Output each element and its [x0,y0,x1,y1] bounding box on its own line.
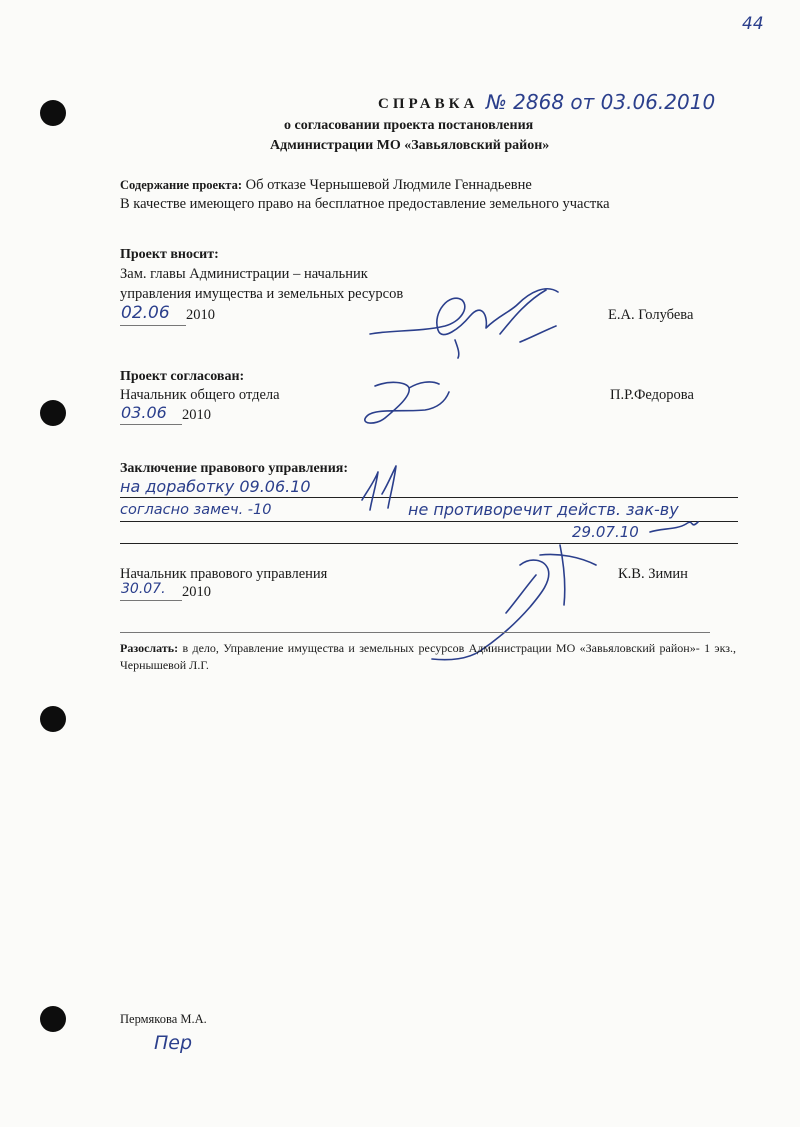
signature-fedorova [345,372,465,437]
agreed-name: П.Р.Федорова [610,387,694,403]
legal-handwritten-3: не противоречит действ. зак-ву [408,500,679,519]
legal-name: К.В. Зимин [618,566,688,582]
agreed-date-handwritten: 03.06 [121,403,167,422]
punch-hole-4 [40,1006,66,1032]
legal-date-handwritten: 30.07. [121,581,166,597]
submitted-date-handwritten: 02.06 [121,303,170,323]
signature-golubeva [350,272,580,367]
legal-handwritten-date: 29.07.10 [572,523,639,541]
submitted-year: 2010 [186,307,215,323]
distribution-label: Разослать: [120,641,179,655]
punch-hole-3 [40,706,66,732]
legal-position: Начальник правового управления [120,566,328,582]
agreed-position: Начальник общего отдела [120,387,280,403]
legal-handwritten-2: согласно замеч. -10 [120,502,272,518]
executor-initials-handwritten: Пер [154,1032,193,1054]
legal-year: 2010 [182,584,211,600]
agreed-year: 2010 [182,407,211,423]
content-line-1 [120,177,532,194]
submitted-name: Е.А. Голубева [608,307,694,323]
punch-hole-2 [40,400,66,426]
content-label: Содержание проекта: [120,178,242,192]
punch-hole-1 [40,100,66,126]
executor-name: Пермякова М.А. [120,1012,207,1026]
legal-header: Заключение правового управления: [120,461,349,476]
submitted-position-1: Зам. главы Администрации – начальник [120,266,368,282]
content-text-2: В качестве имеющего право на бесплатное предоставление земельного участка [120,196,610,212]
doc-subtitle-1: о согласовании проекта постановления [284,118,534,133]
agreed-header: Проект согласован: [120,369,245,384]
distribution-text: в дело, Управление имущества и земельных ресурсов Администрации МО «Завьяловский район»- 1 экз., Чернышевой Л.Г. [120,641,736,672]
submitted-position-2: управления имущества и земельных ресурсов [120,286,404,302]
doc-subtitle-2: Администрации МО «Завьяловский район» [270,138,550,153]
submitted-header: Проект вносит: [120,247,219,262]
doc-title: СПРАВКА [378,96,479,112]
doc-number-handwritten: № 2868 от 03.06.2010 [486,90,716,114]
legal-handwritten-1: на доработку 09.06.10 [120,477,311,496]
content-text-1: Об отказе Чернышевой Людмиле Геннадьевне [245,177,532,193]
distribution-block [120,640,736,674]
page-number: 44 [742,14,764,34]
